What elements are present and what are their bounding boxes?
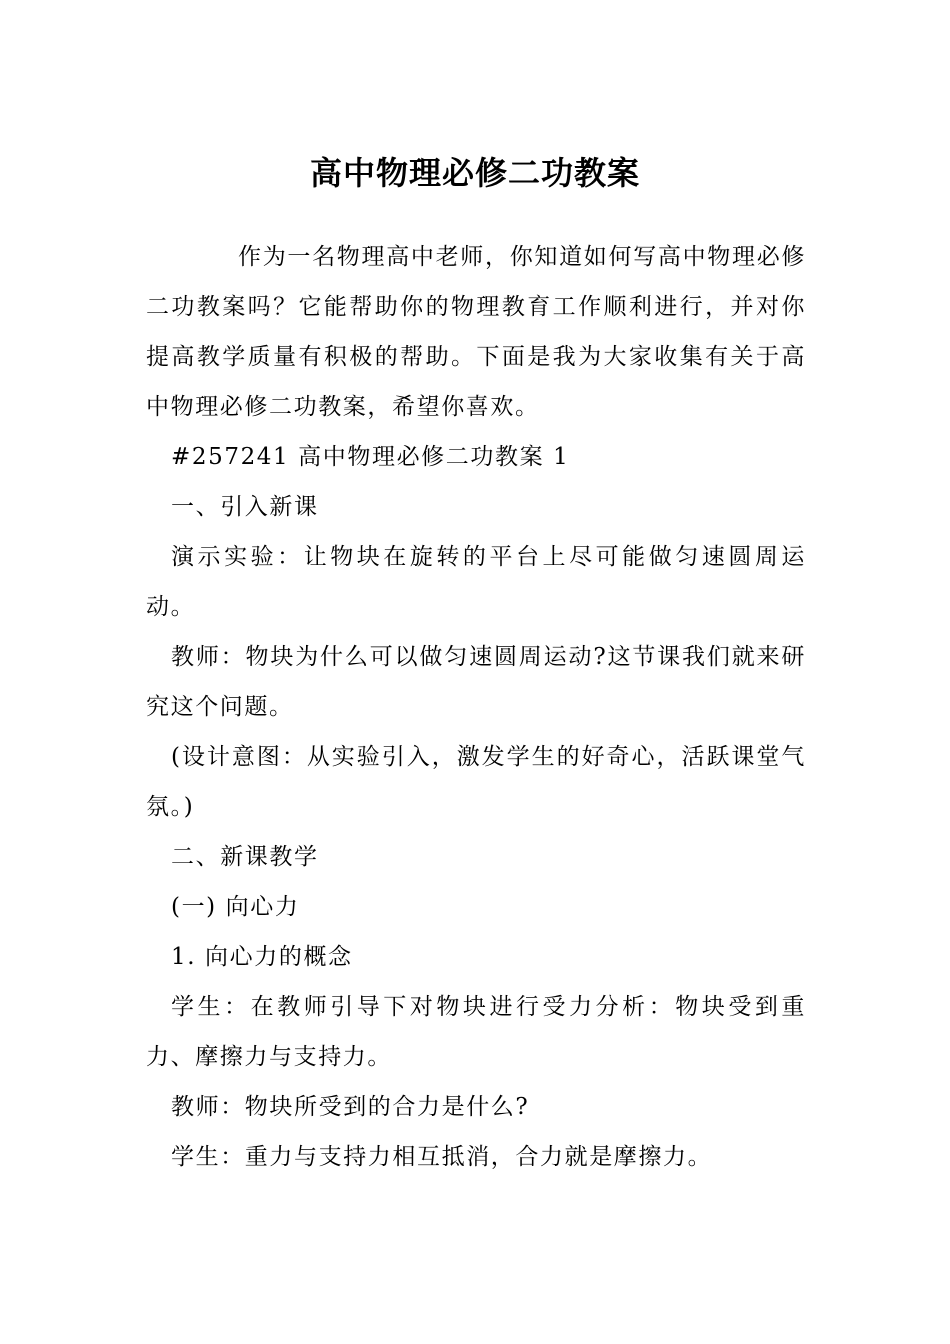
- paragraph: 演示实验：让物块在旋转的平台上尽可能做匀速圆周运动。: [146, 544, 806, 620]
- paragraph: (设计意图：从实验引入，激发学生的好奇心，活跃课堂气氛。): [146, 744, 806, 820]
- subheading: (一) 向心力: [171, 894, 300, 920]
- paragraph: 教师：物块所受到的合力是什么?: [171, 1094, 530, 1120]
- paragraph: 学生：重力与支持力相互抵消，合力就是摩擦力。: [171, 1144, 713, 1170]
- subheading: 二、新课教学: [171, 844, 319, 870]
- intro-paragraph: 作为一名物理高中老师，你知道如何写高中物理必修二功教案吗？它能帮助你的物理教育工作顺利进行，并对你提高教学质量有积极的帮助。下面是我为大家收集有关于高中物理必修二功教案，希望你喜欢。: [146, 244, 806, 420]
- section-heading: #257241 高中物理必修二功教案 1: [171, 444, 570, 470]
- paragraph: 学生：在教师引导下对物块进行受力分析：物块受到重力、摩擦力与支持力。: [146, 994, 806, 1070]
- subheading: 1. 向心力的概念: [171, 944, 353, 970]
- subheading: 一、引入新课: [171, 494, 319, 520]
- document-title: 高中物理必修二功教案: [309, 154, 640, 193]
- paragraph: 教师：物块为什么可以做匀速圆周运动?这节课我们就来研究这个问题。: [146, 644, 806, 720]
- document-body: [146, 232, 806, 1182]
